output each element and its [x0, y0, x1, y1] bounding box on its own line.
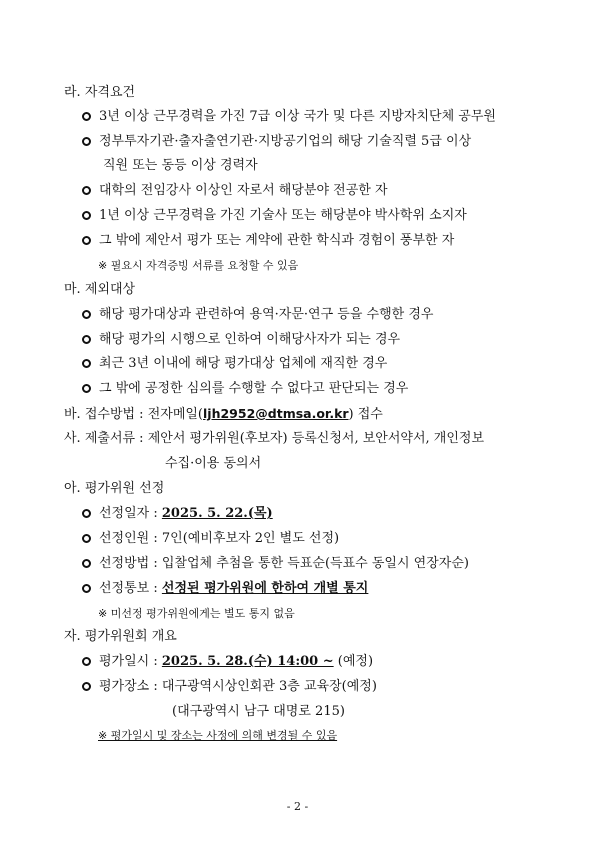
- email-link[interactable]: ljh2952@dtmsa.or.kr: [203, 406, 349, 421]
- circle-bullet-icon: [82, 112, 91, 121]
- section-sa-line2: 수집·이용 동의서: [165, 456, 262, 471]
- list-item: 정부투자기관·출자출연기관·지방공기업의 해당 기술직렬 5급 이상: [82, 133, 471, 151]
- circle-bullet-icon: [82, 310, 91, 319]
- list-item: 선정인원 : 7인(예비후보자 2인 별도 선정): [82, 530, 339, 548]
- note: ※ 미선정 평가위원에게는 별도 통지 없음: [98, 607, 295, 620]
- circle-bullet-icon: [82, 211, 91, 220]
- list-item: 선정일자 : 2025. 5. 22.(목): [82, 505, 273, 523]
- list-item: 대학의 전임강사 이상인 자로서 해당분야 전공한 자: [82, 182, 388, 200]
- section-a-title: 아. 평가위원 선정: [64, 481, 165, 496]
- list-item: 평가장소 : 대구광역시상인회관 3층 교육장(예정): [82, 678, 377, 696]
- circle-bullet-icon: [82, 534, 91, 543]
- section-ra-title: 라. 자격요건: [64, 85, 136, 100]
- circle-bullet-icon: [82, 186, 91, 195]
- note: ※ 필요시 자격증빙 서류를 요청할 수 있음: [98, 259, 299, 272]
- circle-bullet-icon: [82, 137, 91, 146]
- address: (대구광역시 남구 대명로 215): [172, 704, 345, 719]
- notice-value: 선정된 평가위원에 한하여 개별 통지: [161, 581, 369, 596]
- list-item: 해당 평가의 시행으로 인하여 이해당사자가 되는 경우: [82, 331, 400, 349]
- list-item: 그 밖에 공정한 심의를 수행할 수 없다고 판단되는 경우: [82, 380, 408, 398]
- note: ※ 평가일시 및 장소는 사정에 의해 변경될 수 있음: [98, 729, 338, 742]
- circle-bullet-icon: [82, 236, 91, 245]
- section-ba: 바. 접수방법 : 전자메일(ljh2952@dtmsa.or.kr) 접수: [64, 406, 383, 422]
- list-item: 1년 이상 근무경력을 가진 기술사 또는 해당분야 박사학위 소지자: [82, 207, 467, 225]
- list-item: 선정통보 : 선정된 평가위원에 한하여 개별 통지: [82, 580, 368, 598]
- list-item: 3년 이상 근무경력을 가진 7급 이상 국가 및 다른 지방자치단체 공무원: [82, 108, 496, 126]
- circle-bullet-icon: [82, 657, 91, 666]
- list-item: 최근 3년 이내에 해당 평가대상 업체에 재직한 경우: [82, 355, 387, 373]
- list-item: 평가일시 : 2025. 5. 28.(수) 14:00 ~ (예정): [82, 653, 373, 671]
- circle-bullet-icon: [82, 682, 91, 691]
- evaluation-datetime: 2025. 5. 28.(수) 14:00 ~: [161, 654, 334, 669]
- section-ja-title: 자. 평가위원회 개요: [64, 629, 177, 644]
- list-item: 그 밖에 제안서 평가 또는 계약에 관한 학식과 경험이 풍부한 자: [82, 232, 454, 250]
- section-ma-title: 마. 제외대상: [64, 282, 136, 297]
- list-item: 해당 평가대상과 관련하여 용역·자문·연구 등을 수행한 경우: [82, 306, 433, 324]
- circle-bullet-icon: [82, 584, 91, 593]
- section-sa-line1: 사. 제출서류 : 제안서 평가위원(후보자) 등록신청서, 보안서약서, 개인정보: [64, 431, 485, 446]
- list-item-continuation: 직원 또는 동등 이상 경력자: [103, 158, 258, 173]
- selection-date: 2025. 5. 22.(목): [161, 506, 273, 521]
- circle-bullet-icon: [82, 335, 91, 344]
- circle-bullet-icon: [82, 509, 91, 518]
- list-item: 선정방법 : 입찰업체 추첨을 통한 득표순(득표수 동일시 연장자순): [82, 555, 469, 573]
- circle-bullet-icon: [82, 384, 91, 393]
- circle-bullet-icon: [82, 359, 91, 368]
- page-number: - 2 -: [286, 800, 309, 813]
- circle-bullet-icon: [82, 559, 91, 568]
